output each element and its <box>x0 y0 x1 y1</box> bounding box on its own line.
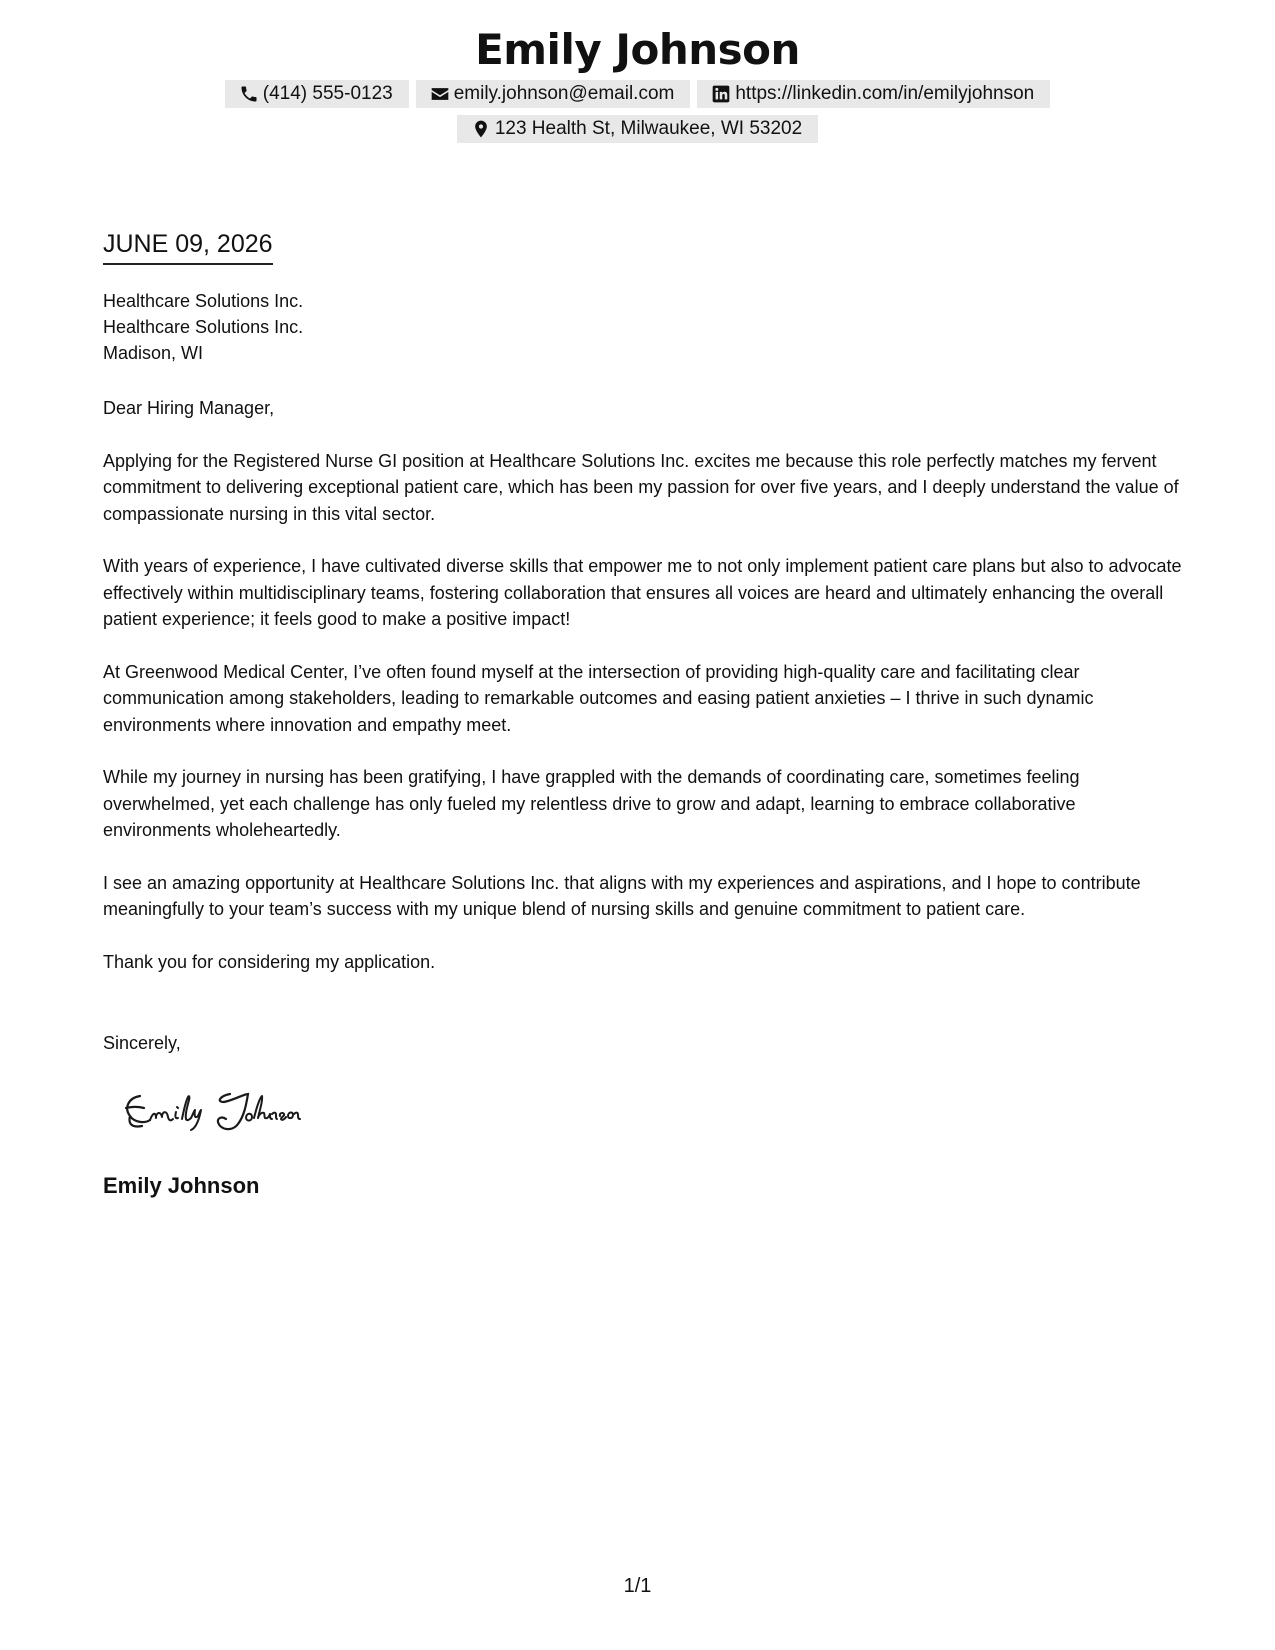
closing: Sincerely, <box>103 1033 181 1053</box>
contact-row-secondary <box>0 115 1275 143</box>
body-paragraph: While my journey in nursing has been gratifying, I have grappled with the demands of coordinating care, sometimes feeling overwhelmed, yet each challenge has only fueled my relentless drive to grow and adapt, learning to embrace collaborative environments wholeheartedly. <box>103 767 1080 840</box>
body-paragraph: I see an amazing opportunity at Healthcare Solutions Inc. that aligns with my experiences and aspirations, and I hope to contribute meaningfully to your team’s success with my unique blend of nursing skills and genuine commitment to patient care. <box>103 872 1141 919</box>
phone-icon <box>239 84 259 104</box>
letter-date: JUNE 09, 2026 <box>103 229 273 265</box>
linkedin-text: https://linkedin.com/in/emilyjohnson <box>735 83 1035 104</box>
signer-name: Emily Johnson <box>103 1173 260 1198</box>
linkedin-icon <box>711 84 731 104</box>
email-text: emily.johnson@email.com <box>453 83 675 104</box>
applicant-name-heading: Emily Johnson <box>475 25 800 74</box>
body-paragraph: Applying for the Registered Nurse GI position at Healthcare Solutions Inc. excites me because this role perfectly matches my fervent commitment to delivering exceptional patient care, which has been my passion for over five years, and I deeply understand the value of compassionate nursing in this vital sector. <box>103 450 1179 524</box>
recipient-line-2: Healthcare Solutions Inc. <box>103 317 304 337</box>
linkedin-chip <box>697 80 1050 108</box>
recipient-line-3: Madison, WI <box>103 343 204 363</box>
page-number: 1/1 <box>623 1575 652 1597</box>
address-text: 123 Health St, Milwaukee, WI 53202 <box>494 118 803 139</box>
letter-body <box>103 395 1183 1001</box>
contact-row-primary <box>0 80 1275 108</box>
recipient-line-1: Healthcare Solutions Inc. <box>103 291 304 311</box>
thank-you-line: Thank you for considering my application. <box>103 951 436 972</box>
phone-chip <box>225 80 409 108</box>
email-chip <box>416 80 691 108</box>
recipient-block <box>103 288 303 366</box>
phone-text: (414) 555-0123 <box>262 83 393 104</box>
body-paragraph: At Greenwood Medical Center, I’ve often found myself at the intersection of providing high-quality care and facilitating clear communication among stakeholders, leading to remarkable outcomes and easing patient anxieties – I thrive in such dynamic environments where innovation and empathy meet. <box>103 661 1094 735</box>
salutation: Dear Hiring Manager, <box>103 398 275 418</box>
map-pin-icon <box>471 119 491 139</box>
envelope-icon <box>430 84 450 104</box>
body-paragraph: With years of experience, I have cultivated diverse skills that empower me to not only implement patient care plans but also to advocate effectively within multidisciplinary teams, fostering collaboration that ensures all voices are heard and ultimately enhancing the overall patient experience; it feels good to make a positive impact! <box>103 556 1182 629</box>
handwritten-signature <box>120 1086 360 1136</box>
address-chip <box>457 115 818 143</box>
